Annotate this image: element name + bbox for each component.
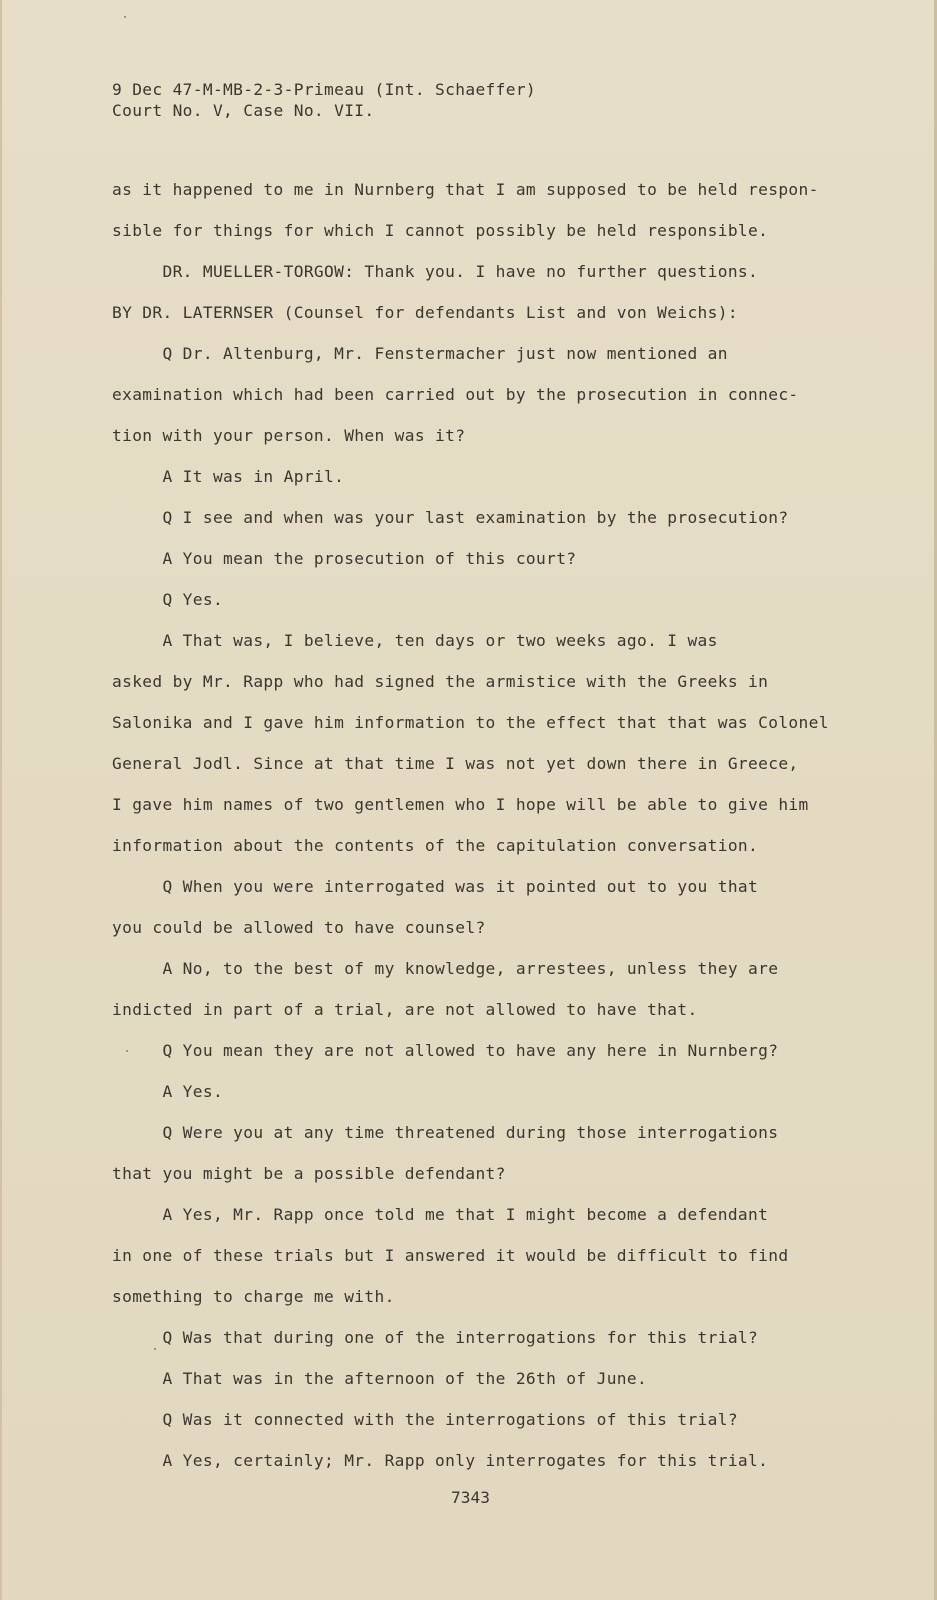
transcript-line: A You mean the prosecution of this court? — [112, 549, 577, 568]
transcript-line: A No, to the best of my knowledge, arrestees, unless they are — [112, 959, 779, 978]
transcript-line: Q Yes. — [112, 590, 224, 609]
header-line-2: Court No. V, Case No. VII. — [112, 101, 375, 120]
transcript-line: you could be allowed to have counsel? — [112, 918, 486, 937]
transcript-line: I gave him names of two gentlemen who I hope will be able to give him — [112, 795, 809, 814]
transcript-line: tion with your person. When was it? — [112, 426, 466, 445]
transcript-line: something to charge me with. — [112, 1287, 395, 1306]
transcript-line: Q Were you at any time threatened during those interrogations — [112, 1123, 779, 1142]
transcript-line: in one of these trials but I answered it would be difficult to find — [112, 1246, 789, 1265]
transcript-line: as it happened to me in Nurnberg that I am supposed to be held respon- — [112, 180, 819, 199]
page-number: 7343 — [451, 1488, 490, 1507]
transcript-line: asked by Mr. Rapp who had signed the armistice with the Greeks in — [112, 672, 769, 691]
transcript-line: Q I see and when was your last examination by the prosecution? — [112, 508, 789, 527]
transcript-line: indicted in part of a trial, are not allowed to have that. — [112, 1000, 698, 1019]
transcript-line: Salonika and I gave him information to the effect that that was Colonel — [112, 713, 829, 732]
transcript-line: A That was, I believe, ten days or two weeks ago. I was — [112, 631, 718, 650]
transcript-line: A Yes. — [112, 1082, 224, 1101]
transcript-line: A Yes, certainly; Mr. Rapp only interrogates for this trial. — [112, 1451, 769, 1470]
transcript-line: General Jodl. Since at that time I was not yet down there in Greece, — [112, 754, 799, 773]
transcript-line: examination which had been carried out by the prosecution in connec- — [112, 385, 799, 404]
paper-speck — [154, 1348, 156, 1350]
transcript-line: A That was in the afternoon of the 26th of June. — [112, 1369, 648, 1388]
transcript-line: Q Dr. Altenburg, Mr. Fenstermacher just now mentioned an — [112, 344, 728, 363]
transcript-line: sible for things for which I cannot possibly be held responsible. — [112, 221, 769, 240]
transcript-line: Q Was that during one of the interrogations for this trial? — [112, 1328, 759, 1347]
header-line-1: 9 Dec 47-M-MB-2-3-Primeau (Int. Schaeffer) — [112, 80, 537, 99]
transcript-line: DR. MUELLER-TORGOW: Thank you. I have no further questions. — [112, 262, 759, 281]
transcript-line: BY DR. LATERNSER (Counsel for defendants List and von Weichs): — [112, 303, 738, 322]
paper-speck — [124, 16, 126, 18]
transcript-line: that you might be a possible defendant? — [112, 1164, 506, 1183]
transcript-line: Q You mean they are not allowed to have any here in Nurnberg? — [112, 1041, 779, 1060]
transcript-line: information about the contents of the capitulation conversation. — [112, 836, 759, 855]
transcript-line: Q Was it connected with the interrogations of this trial? — [112, 1410, 738, 1429]
transcript-line: A Yes, Mr. Rapp once told me that I might become a defendant — [112, 1205, 769, 1224]
transcript-line: Q When you were interrogated was it pointed out to you that — [112, 877, 759, 896]
transcript-line: A It was in April. — [112, 467, 345, 486]
